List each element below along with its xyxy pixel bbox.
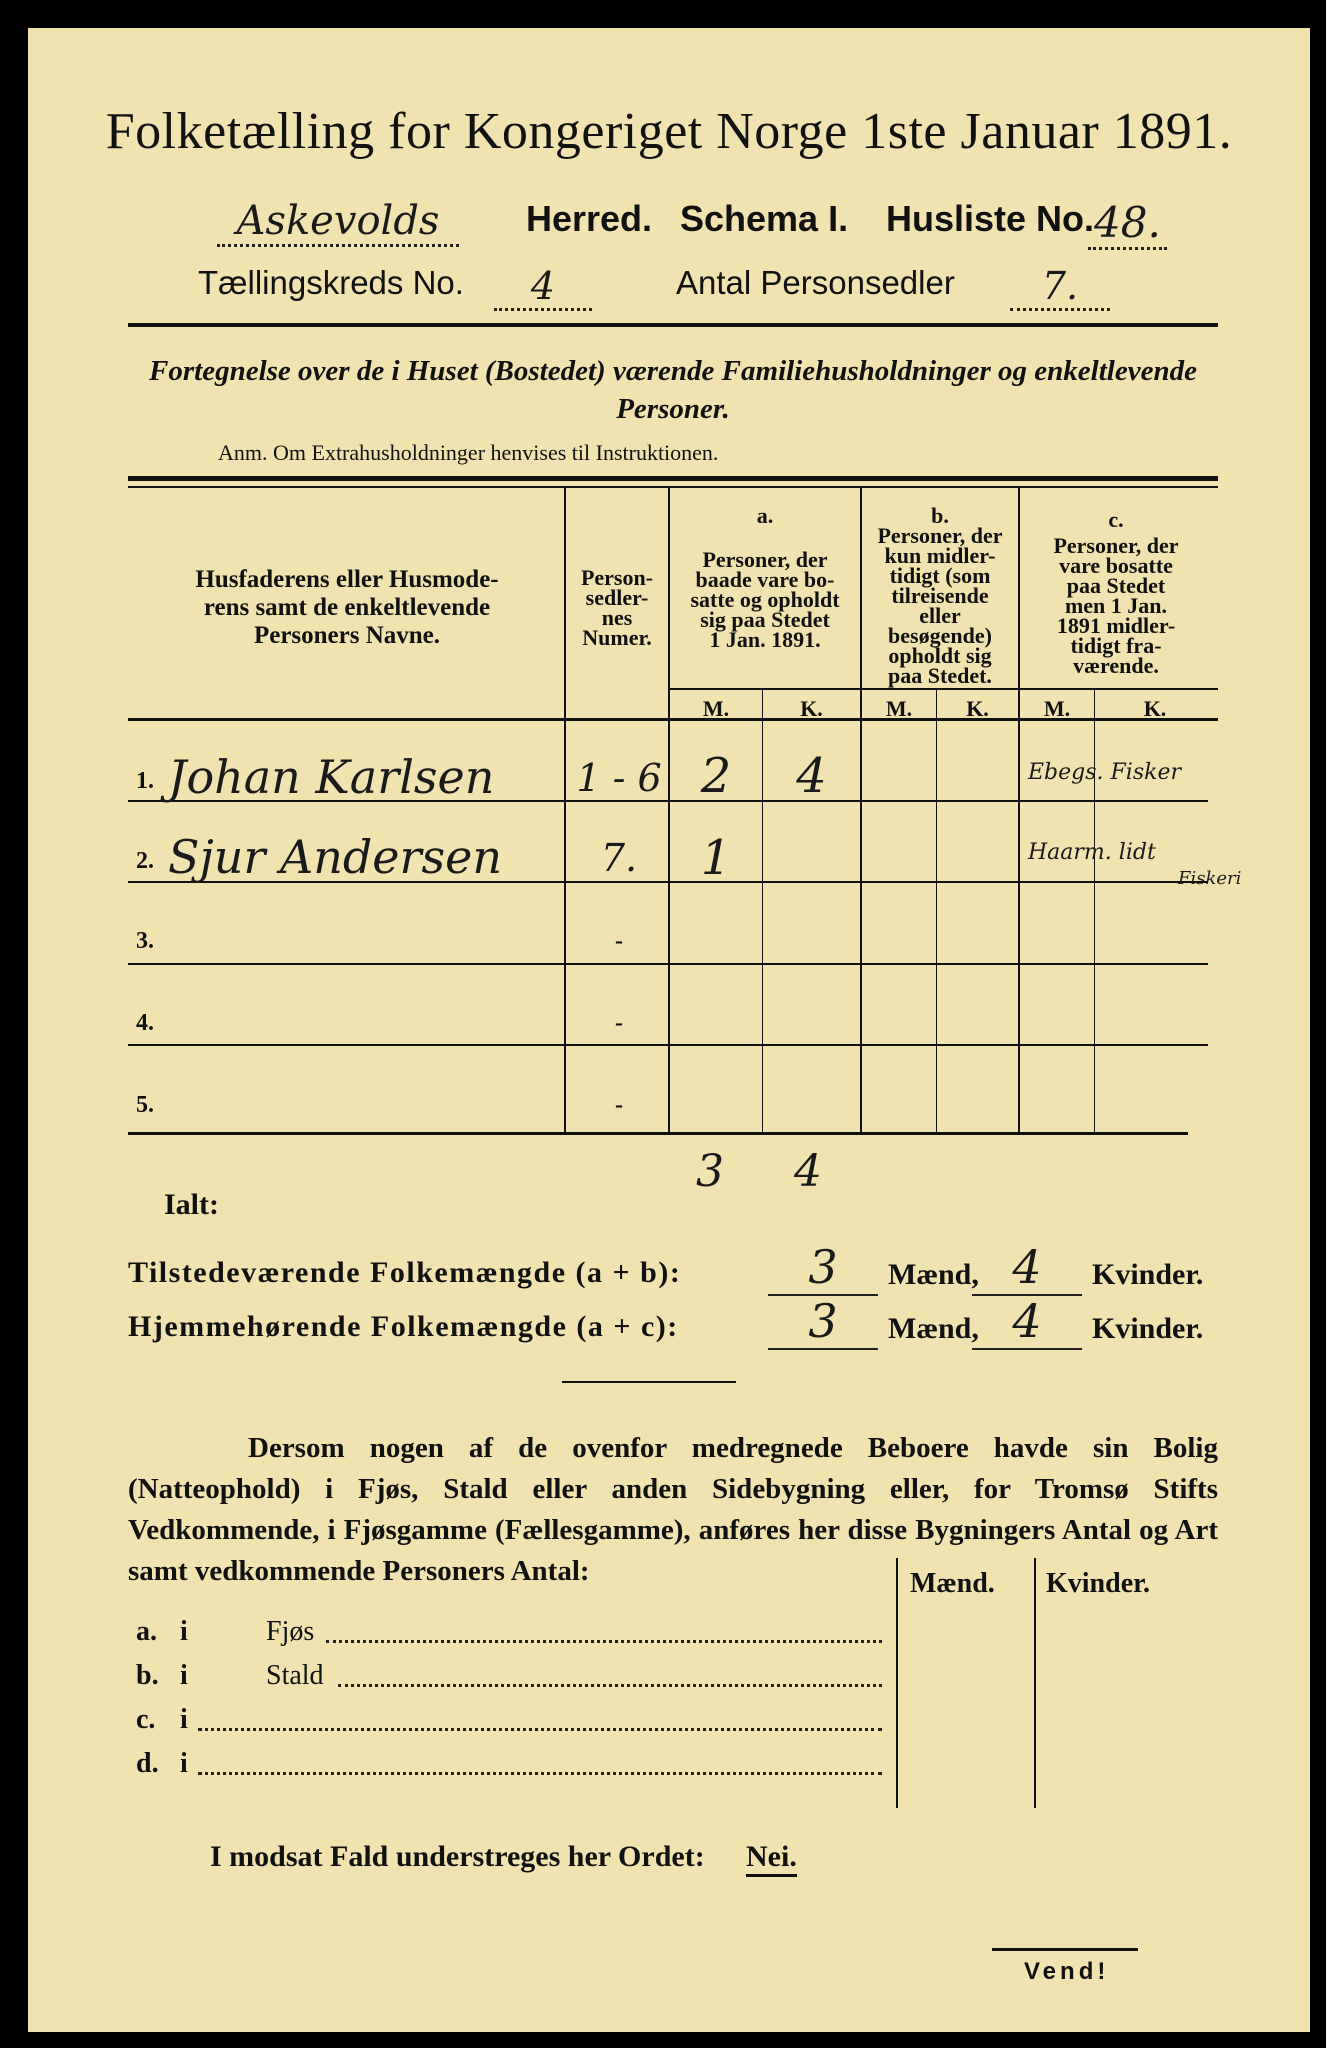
hjem-label: Hjemmehørende Folkemængde (a + c):	[128, 1310, 679, 1343]
hjem-k-field	[972, 1294, 1082, 1350]
col-head-numer-line4: Numer.	[582, 625, 652, 650]
col-divider-c-mk	[1094, 688, 1095, 1132]
census-form-page	[28, 28, 1310, 2032]
lower-col-divider-2	[1034, 1558, 1036, 1808]
c-k-label: K.	[1143, 696, 1167, 721]
personsedler-field	[1010, 264, 1110, 311]
tilst-k-field	[972, 1240, 1082, 1296]
kreds-field	[494, 264, 592, 311]
col-head-b-line7: opholdt sig	[888, 643, 992, 668]
col-head-b-line5: eller	[919, 603, 961, 628]
building-paragraph: Dersom nogen af de ovenfor medregnede Beboere havde sin Bolig (Natteophold) i Fjøs, Stald eller anden Sidebygning eller, for Tromsø Stifts Vedkommende, i Fjøsgamme (Fællesgamme), anføres her disse Bygningers Antal og Art samt vedkommende Personers Antal:	[128, 1432, 1218, 1587]
item-a-i: i	[180, 1616, 188, 1647]
form-title: Folketælling for Kongeriget Norge 1ste Januar 1891.	[105, 103, 1233, 160]
col-head-c-letter: c.	[1108, 507, 1124, 532]
col-head-b-letter: b.	[931, 503, 949, 528]
col-head-a-line5: 1 Jan. 1891.	[709, 627, 821, 652]
row-2-a-m: 1	[700, 830, 732, 886]
a-k-label: K.	[800, 696, 823, 721]
col-head-b-line2: kun midler-	[884, 543, 996, 568]
hjem-k: 4	[1012, 1294, 1042, 1348]
col-head-numer-line1: Person-	[580, 565, 654, 590]
item-b-dots	[338, 1684, 882, 1687]
b-m-label: M.	[885, 696, 913, 721]
row-4-num: 4.	[136, 1010, 154, 1036]
a-m-label: M.	[702, 696, 730, 721]
row-2-c-note: Haarm. lidt	[1028, 840, 1156, 865]
item-d-letter: d.	[136, 1748, 159, 1779]
item-c-letter: c.	[136, 1704, 156, 1735]
ialt-label: Ialt:	[164, 1188, 219, 1221]
item-c-i: i	[180, 1704, 188, 1735]
section-divider	[562, 1381, 736, 1383]
table-bottom-rule	[128, 1132, 1188, 1135]
col-head-b-line3: tidigt (som	[889, 563, 991, 588]
anm-note: Anm. Om Extrahusholdninger henvises til Instruktionen.	[218, 440, 719, 465]
row-3-num: 3.	[136, 928, 154, 954]
row-5-numer: -	[615, 1092, 623, 1118]
col-head-names	[132, 566, 562, 650]
personsedler-label: Antal Personsedler	[676, 264, 955, 301]
hjem-m-field	[768, 1294, 878, 1350]
row-2-num: 2.	[136, 848, 154, 874]
col-head-c-line4: men 1 Jan.	[1064, 593, 1168, 618]
col-head-b	[862, 503, 1018, 688]
col-head-c-line6: tidigt fra-	[1070, 633, 1162, 658]
kreds-value: 4	[530, 264, 556, 308]
hjem-maend: Mænd,	[888, 1312, 979, 1345]
col-head-a	[670, 503, 860, 652]
herred-value: Askevolds	[217, 198, 460, 247]
vend-rule	[992, 1948, 1138, 1951]
col-head-numer-line2: sedler-	[585, 585, 649, 610]
col-head-a-line1: Personer, der	[702, 547, 828, 572]
row-5-num: 5.	[136, 1092, 154, 1118]
col-head-names-line1: Husfaderens eller Husmode-	[195, 566, 499, 593]
herred-field	[148, 198, 528, 244]
col-head-names-line3: Personers Navne.	[253, 622, 441, 649]
personsedler-value: 7.	[1041, 264, 1079, 308]
col-head-c-line3: paa Stedet	[1066, 573, 1166, 598]
col-head-c-line1: Personer, der	[1053, 533, 1179, 558]
row-3-numer: -	[615, 928, 623, 954]
col-head-c-line7: værende.	[1073, 653, 1159, 678]
tilst-m: 3	[808, 1240, 838, 1294]
item-d-dots	[198, 1772, 882, 1775]
row-1-a-k: 4	[796, 748, 827, 804]
tilst-k: 4	[1012, 1240, 1042, 1294]
husliste-value: 48.	[1088, 198, 1167, 250]
item-b-i: i	[180, 1660, 188, 1691]
row-2-c-note2: Fiskeri	[1178, 868, 1242, 889]
item-d-i: i	[180, 1748, 188, 1779]
kreds-label: Tællingskreds No.	[198, 264, 464, 301]
item-a-label: Fjøs	[266, 1616, 315, 1647]
col-head-a-line4: sig paa Stedet	[700, 607, 830, 632]
col-head-a-line2: baade vare bo-	[695, 567, 835, 592]
husliste-label: Husliste No.	[886, 198, 1095, 239]
item-c-dots	[198, 1728, 882, 1731]
col-head-names-line2: rens samt de enkeltlevende	[203, 594, 491, 621]
hjem-m: 3	[808, 1294, 838, 1348]
row-line-3	[128, 963, 1208, 965]
husliste-field	[1088, 198, 1167, 247]
b-k-label: K.	[966, 696, 989, 721]
intro-text: Fortegnelse over de i Huset (Bostedet) værende Familiehusholdninger og enkeltlevende Personer.	[149, 355, 1197, 425]
hjem-kvinder: Kvinder.	[1092, 1312, 1204, 1345]
tilst-label: Tilstedeværende Folkemængde (a + b):	[128, 1256, 682, 1289]
col-head-b-line6: besøgende)	[888, 623, 992, 648]
col-head-b-line1: Personer, der	[877, 523, 1003, 548]
lower-col-maend: Mænd.	[910, 1568, 995, 1599]
col-head-b-line8: paa Stedet.	[888, 663, 992, 688]
table-top-rule-thin	[128, 486, 1218, 488]
modsat-text: I modsat Fald understreges her Ordet:	[210, 1840, 705, 1873]
mk-rule	[668, 688, 1218, 690]
tilst-maend: Mænd,	[888, 1258, 979, 1291]
vend-label: Vend!	[1024, 1958, 1110, 1985]
col-head-numer-line3: nes	[601, 605, 633, 630]
item-b-label: Stald	[266, 1660, 324, 1691]
row-2-name: Sjur Andersen	[168, 830, 502, 884]
tilst-kvinder: Kvinder.	[1092, 1258, 1204, 1291]
col-head-b-line4: tilreisende	[891, 583, 989, 608]
col-head-c-line2: vare bosatte	[1059, 553, 1173, 578]
herred-label: Herred.	[526, 198, 653, 239]
row-1-a-m: 2	[700, 748, 732, 804]
col-head-c-line5: 1891 midler-	[1056, 613, 1176, 638]
header-divider	[128, 323, 1218, 327]
col-head-numer	[566, 565, 668, 650]
item-a-letter: a.	[136, 1616, 157, 1647]
table-top-rule	[128, 476, 1218, 481]
row-4-numer: -	[615, 1010, 623, 1036]
row-1-num: 1.	[136, 768, 154, 794]
schema-label: Schema I.	[680, 198, 849, 239]
item-a-dots	[326, 1640, 882, 1643]
item-b-letter: b.	[136, 1660, 159, 1691]
ialt-m: 3	[696, 1146, 724, 1197]
lower-col-kvinder: Kvinder.	[1046, 1568, 1150, 1599]
tilst-m-field	[768, 1240, 878, 1296]
row-line-4	[128, 1044, 1208, 1046]
row-1-name: Johan Karlsen	[168, 750, 495, 804]
nei-word: Nei.	[746, 1840, 797, 1877]
lower-col-divider-1	[896, 1558, 898, 1808]
col-head-a-letter: a.	[756, 503, 774, 528]
col-head-c	[1020, 507, 1212, 678]
col-head-a-line3: satte og opholdt	[690, 587, 840, 612]
row-2-numer: 7.	[600, 836, 638, 880]
col-divider-b-mk	[936, 688, 937, 1132]
row-1-c-note: Ebegs. Fisker	[1028, 760, 1181, 785]
c-m-label: M.	[1043, 696, 1071, 721]
row-1-numer: 1 - 6	[576, 756, 662, 800]
ialt-k: 4	[794, 1146, 822, 1197]
